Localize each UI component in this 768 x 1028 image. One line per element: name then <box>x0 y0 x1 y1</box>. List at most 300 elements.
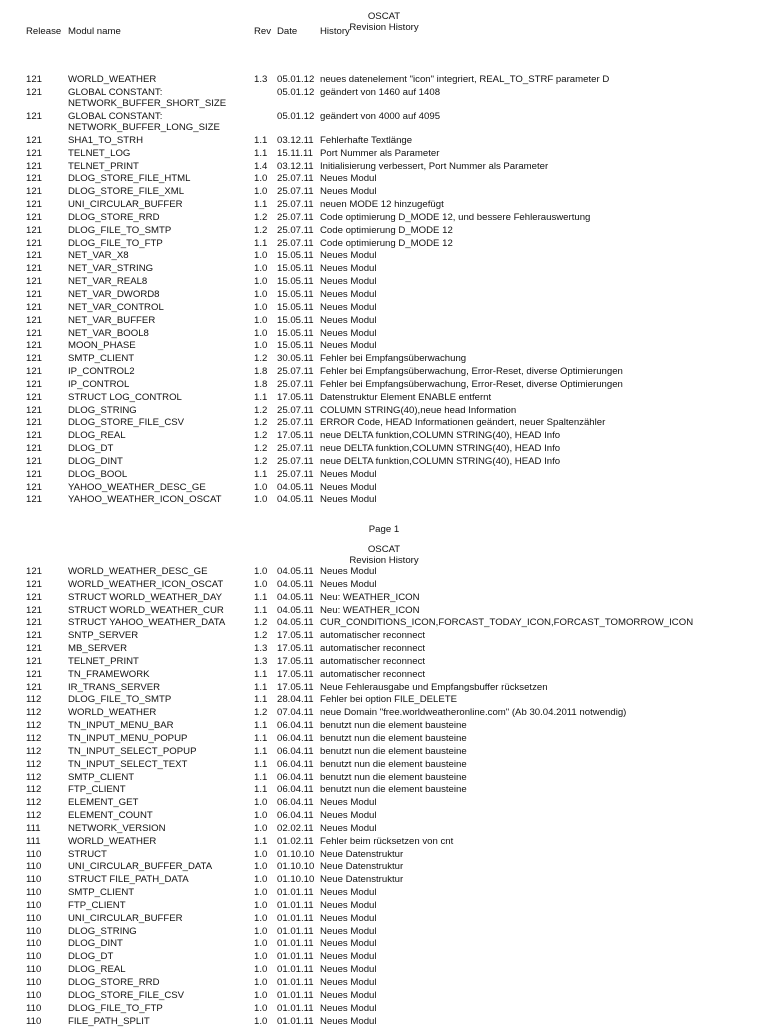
date-cell: 05.01.12 <box>277 74 315 85</box>
history-cell: neue Domain "free.worldweatheronline.com" (Ab 30.04.2011 notwendig) <box>320 707 627 719</box>
rev-cell: 1.0 <box>254 951 268 963</box>
release-cell: 110 <box>26 874 42 886</box>
rev-cell: 1.0 <box>254 340 268 352</box>
rev-cell: 1.1 <box>254 237 268 249</box>
module-cell: MOON_PHASE <box>68 340 136 352</box>
date-cell: 06.04.11 <box>277 810 314 822</box>
release-cell: 112 <box>26 797 42 809</box>
module-cell: DLOG_DT <box>68 951 114 963</box>
rev-cell: 1.0 <box>254 861 268 873</box>
release-cell: 110 <box>26 951 42 963</box>
module-cell: FTP_CLIENT <box>68 899 126 911</box>
history-cell: Neues Modul <box>320 1015 377 1027</box>
date-cell: 25.07.11 <box>277 366 314 378</box>
table-row <box>0 874 768 887</box>
module-cell: DLOG_DINT <box>68 455 123 467</box>
table-row <box>0 469 768 482</box>
rev-cell: 1.1 <box>254 694 268 706</box>
release-cell: 121 <box>26 643 43 655</box>
table-row <box>0 289 768 302</box>
table-row <box>0 1003 768 1016</box>
date-cell: 15.05.11 <box>277 263 314 275</box>
rev-cell: 1.1 <box>254 199 268 211</box>
date-cell: 01.10.10 <box>277 848 315 860</box>
release-cell: 121 <box>26 110 43 122</box>
column-header-date: Date <box>277 26 298 37</box>
date-cell: 07.04.11 <box>277 707 314 719</box>
rev-cell: 1.0 <box>254 578 268 590</box>
date-cell: 25.07.11 <box>277 404 314 416</box>
history-cell: Port Nummer als Parameter <box>320 147 440 159</box>
revision-table-page1 <box>0 74 768 507</box>
release-cell: 121 <box>26 224 43 236</box>
table-row <box>0 643 768 656</box>
module-cell: SMTP_CLIENT <box>68 353 135 365</box>
module-cell: DLOG_FILE_TO_SMTP <box>68 694 172 706</box>
history-cell: Neues Modul <box>320 797 377 809</box>
history-cell: benutzt nun die element bausteine <box>320 758 467 770</box>
history-cell: Neues Modul <box>320 566 377 577</box>
release-cell: 121 <box>26 430 43 442</box>
date-cell: 04.05.11 <box>277 578 314 590</box>
date-cell: 01.01.11 <box>277 951 314 963</box>
rev-cell: 1.2 <box>254 353 268 365</box>
release-cell: 112 <box>26 758 42 770</box>
table-row <box>0 405 768 418</box>
table-row <box>0 87 768 111</box>
module-cell: SHA1_TO_STRH <box>68 134 143 146</box>
history-cell: Datenstruktur Element ENABLE entfernt <box>320 391 492 403</box>
rev-cell: 1.1 <box>254 720 268 732</box>
date-cell: 17.05.11 <box>277 630 314 642</box>
history-cell: Fehler bei Empfangsüberwachung, Error-Reset, diverse Optimierungen <box>320 366 623 378</box>
history-cell: neuen MODE 12 hinzugefügt <box>320 199 444 211</box>
release-cell: 121 <box>26 578 43 590</box>
date-cell: 01.01.11 <box>277 912 314 924</box>
module-cell: DLOG_REAL <box>68 964 126 976</box>
date-cell: 04.05.11 <box>277 617 314 629</box>
rev-cell: 1.3 <box>254 643 268 655</box>
module-cell: GLOBAL CONSTANT: NETWORK_BUFFER_LONG_SIZE <box>68 110 220 134</box>
date-cell: 06.04.11 <box>277 745 314 757</box>
table-row <box>0 694 768 707</box>
table-row <box>0 379 768 392</box>
module-cell: WORLD_WEATHER <box>68 835 157 847</box>
history-cell: Neues Modul <box>320 989 377 1001</box>
module-cell: SNTP_SERVER <box>68 630 139 642</box>
date-cell: 05.01.12 <box>277 86 315 98</box>
module-cell: WORLD_WEATHER_DESC_GE <box>68 566 208 577</box>
release-cell: 121 <box>26 468 43 480</box>
table-row <box>0 951 768 964</box>
release-cell: 121 <box>26 173 43 185</box>
release-cell: 121 <box>26 417 43 429</box>
table-row <box>0 977 768 990</box>
table-row <box>0 74 768 87</box>
date-cell: 17.05.11 <box>277 391 314 403</box>
rev-cell: 1.0 <box>254 925 268 937</box>
history-cell: Code optimierung D_MODE 12, und bessere Fehlerauswertung <box>320 211 591 223</box>
history-cell: Neues Modul <box>320 822 377 834</box>
table-row <box>0 340 768 353</box>
table-row <box>0 836 768 849</box>
date-cell: 06.04.11 <box>277 784 314 796</box>
table-row <box>0 238 768 251</box>
history-cell: Initialisierung verbessert, Port Nummer als Parameter <box>320 160 549 172</box>
rev-cell: 1.0 <box>254 494 268 506</box>
release-cell: 121 <box>26 237 43 249</box>
date-cell: 01.01.11 <box>277 977 314 988</box>
module-cell: TN_INPUT_SELECT_TEXT <box>68 758 188 770</box>
module-cell: TN_INPUT_MENU_BAR <box>68 720 174 732</box>
date-cell: 15.05.11 <box>277 327 314 339</box>
release-cell: 110 <box>26 912 42 924</box>
module-cell: DLOG_FILE_TO_FTP <box>68 237 163 249</box>
release-cell: 110 <box>26 977 42 988</box>
history-cell: Neues Modul <box>320 186 377 198</box>
date-cell: 01.01.11 <box>277 989 314 1001</box>
module-cell: WORLD_WEATHER <box>68 707 157 719</box>
rev-cell: 1.2 <box>254 430 268 442</box>
release-cell: 110 <box>26 989 42 1001</box>
table-row <box>0 938 768 951</box>
history-cell: Neues Modul <box>320 964 377 976</box>
date-cell: 01.10.10 <box>277 861 315 873</box>
release-cell: 121 <box>26 250 43 262</box>
table-row <box>0 772 768 785</box>
column-header-rev: Rev <box>254 26 272 37</box>
table-row <box>0 784 768 797</box>
date-cell: 06.04.11 <box>277 720 314 732</box>
date-cell: 01.01.11 <box>277 964 314 976</box>
module-cell: DLOG_STORE_FILE_CSV <box>68 417 185 429</box>
module-cell: NET_VAR_DWORD8 <box>68 288 160 300</box>
history-cell: COLUMN STRING(40),neue head Information <box>320 404 517 416</box>
table-row <box>0 617 768 630</box>
date-cell: 01.01.11 <box>277 938 314 950</box>
table-row <box>0 759 768 772</box>
table-row <box>0 592 768 605</box>
date-cell: 01.01.11 <box>277 925 314 937</box>
table-row <box>0 707 768 720</box>
release-cell: 111 <box>26 822 41 834</box>
date-cell: 25.07.11 <box>277 378 314 390</box>
rev-cell: 1.0 <box>254 301 268 313</box>
rev-cell: 1.1 <box>254 668 268 680</box>
release-cell: 121 <box>26 566 43 577</box>
date-cell: 25.07.11 <box>277 443 314 455</box>
table-row <box>0 186 768 199</box>
release-cell: 110 <box>26 938 42 950</box>
release-cell: 121 <box>26 199 43 211</box>
table-row <box>0 111 768 135</box>
doc-subtitle: Revision History <box>349 22 419 33</box>
release-cell: 121 <box>26 86 43 98</box>
date-cell: 25.07.11 <box>277 468 314 480</box>
release-cell: 121 <box>26 186 43 198</box>
history-cell: Neues Modul <box>320 481 377 493</box>
history-cell: Neue Datenstruktur <box>320 848 404 860</box>
rev-cell: 1.1 <box>254 391 268 403</box>
module-cell: MB_SERVER <box>68 643 128 655</box>
rev-cell: 1.2 <box>254 417 268 429</box>
rev-cell: 1.0 <box>254 481 268 493</box>
date-cell: 01.10.10 <box>277 874 315 886</box>
rev-cell: 1.3 <box>254 655 268 667</box>
rev-cell: 1.1 <box>254 681 268 693</box>
table-row <box>0 430 768 443</box>
module-cell: GLOBAL CONSTANT: NETWORK_BUFFER_SHORT_SIZE <box>68 86 227 110</box>
history-cell: Neue Fehlerausgabe und Empfangsbuffer rücksetzen <box>320 681 548 693</box>
rev-cell: 1.0 <box>254 288 268 300</box>
release-cell: 121 <box>26 617 43 629</box>
history-cell: benutzt nun die element bausteine <box>320 771 467 783</box>
rev-cell: 1.0 <box>254 977 268 988</box>
table-row <box>0 926 768 939</box>
release-cell: 112 <box>26 810 42 822</box>
history-cell: Neues Modul <box>320 327 377 339</box>
history-cell: ERROR Code, HEAD Informationen geändert, neuer Spaltenzähler <box>320 417 606 429</box>
table-row <box>0 456 768 469</box>
table-row <box>0 148 768 161</box>
rev-cell: 1.8 <box>254 378 268 390</box>
date-cell: 03.12.11 <box>277 160 314 172</box>
release-cell: 110 <box>26 925 42 937</box>
module-cell: TN_FRAMEWORK <box>68 668 150 680</box>
history-cell: Code optimierung D_MODE 12 <box>320 224 453 236</box>
rev-cell: 1.0 <box>254 822 268 834</box>
date-cell: 05.01.12 <box>277 110 315 122</box>
module-cell: DLOG_BOOL <box>68 468 128 480</box>
history-cell: Neues Modul <box>320 951 377 963</box>
history-cell: Neues Modul <box>320 263 377 275</box>
release-cell: 121 <box>26 604 43 616</box>
table-row <box>0 482 768 495</box>
column-header-release: Release <box>26 26 62 37</box>
table-row <box>0 443 768 456</box>
module-cell: DLOG_DINT <box>68 938 123 950</box>
date-cell: 25.07.11 <box>277 224 314 236</box>
module-cell: SMTP_CLIENT <box>68 771 135 783</box>
history-cell: Neues Modul <box>320 977 377 988</box>
release-cell: 121 <box>26 134 43 146</box>
history-cell: Neue Datenstruktur <box>320 861 404 873</box>
rev-cell: 1.1 <box>254 134 268 146</box>
table-row <box>0 225 768 238</box>
table-row <box>0 212 768 225</box>
date-cell: 01.01.11 <box>277 887 314 899</box>
rev-cell: 1.0 <box>254 848 268 860</box>
rev-cell: 1.0 <box>254 250 268 262</box>
module-cell: ELEMENT_COUNT <box>68 810 153 822</box>
release-cell: 112 <box>26 745 42 757</box>
history-cell: automatischer reconnect <box>320 655 426 667</box>
history-cell: automatischer reconnect <box>320 643 426 655</box>
rev-cell: 1.1 <box>254 771 268 783</box>
module-cell: TELNET_PRINT <box>68 160 139 172</box>
date-cell: 25.07.11 <box>277 173 314 185</box>
history-cell: Fehler bei option FILE_DELETE <box>320 694 458 706</box>
revision-table-page2 <box>0 566 768 1028</box>
rev-cell: 1.1 <box>254 468 268 480</box>
rev-cell: 1.0 <box>254 989 268 1001</box>
module-cell: WORLD_WEATHER <box>68 74 157 85</box>
release-cell: 121 <box>26 378 43 390</box>
history-cell: Neues Modul <box>320 301 377 313</box>
date-cell: 17.05.11 <box>277 668 314 680</box>
release-cell: 110 <box>26 887 42 899</box>
table-row <box>0 720 768 733</box>
module-cell: TN_INPUT_SELECT_POPUP <box>68 745 197 757</box>
module-cell: DLOG_STRING <box>68 925 137 937</box>
rev-cell: 1.1 <box>254 758 268 770</box>
rev-cell: 1.2 <box>254 224 268 236</box>
rev-cell: 1.0 <box>254 276 268 288</box>
release-cell: 112 <box>26 732 42 744</box>
release-cell: 111 <box>26 835 41 847</box>
release-cell: 121 <box>26 366 43 378</box>
date-cell: 04.05.11 <box>277 604 314 616</box>
table-row <box>0 579 768 592</box>
module-cell: DLOG_STRING <box>68 404 137 416</box>
table-row <box>0 682 768 695</box>
release-cell: 121 <box>26 481 43 493</box>
module-cell: NET_VAR_REAL8 <box>68 276 148 288</box>
module-cell: SMTP_CLIENT <box>68 887 135 899</box>
date-cell: 15.05.11 <box>277 276 314 288</box>
module-cell: TELNET_PRINT <box>68 655 139 667</box>
table-row <box>0 173 768 186</box>
history-cell: benutzt nun die element bausteine <box>320 720 467 732</box>
module-cell: NET_VAR_X8 <box>68 250 129 262</box>
release-cell: 121 <box>26 404 43 416</box>
module-cell: ELEMENT_GET <box>68 797 139 809</box>
release-cell: 121 <box>26 160 43 172</box>
rev-cell: 1.0 <box>254 887 268 899</box>
date-cell: 25.07.11 <box>277 455 314 467</box>
date-cell: 25.07.11 <box>277 211 314 223</box>
history-cell: geändert von 4000 auf 4095 <box>320 110 441 122</box>
date-cell: 04.05.11 <box>277 566 314 577</box>
release-cell: 112 <box>26 707 42 719</box>
history-cell: Neues Modul <box>320 173 377 185</box>
history-cell: automatischer reconnect <box>320 630 426 642</box>
history-cell: Code optimierung D_MODE 12 <box>320 237 453 249</box>
rev-cell: 1.1 <box>254 745 268 757</box>
table-row <box>0 250 768 263</box>
module-cell: NETWORK_VERSION <box>68 822 166 834</box>
module-cell: UNI_CIRCULAR_BUFFER <box>68 912 183 924</box>
rev-cell: 1.2 <box>254 443 268 455</box>
history-cell: automatischer reconnect <box>320 668 426 680</box>
table-row <box>0 135 768 148</box>
date-cell: 25.07.11 <box>277 417 314 429</box>
module-cell: DLOG_STORE_FILE_XML <box>68 186 185 198</box>
history-cell: Neues Modul <box>320 1002 377 1014</box>
date-cell: 25.07.11 <box>277 199 314 211</box>
table-row <box>0 276 768 289</box>
rev-cell: 1.0 <box>254 566 268 577</box>
history-cell: benutzt nun die element bausteine <box>320 732 467 744</box>
rev-cell: 1.4 <box>254 160 268 172</box>
rev-cell: 1.1 <box>254 784 268 796</box>
page-number: Page 1 <box>368 524 400 535</box>
release-cell: 121 <box>26 288 43 300</box>
rev-cell: 1.0 <box>254 874 268 886</box>
module-cell: TN_INPUT_MENU_POPUP <box>68 732 188 744</box>
history-cell: Neues Modul <box>320 314 377 326</box>
date-cell: 06.04.11 <box>277 732 314 744</box>
module-cell: YAHOO_WEATHER_ICON_OSCAT <box>68 494 222 506</box>
rev-cell: 1.0 <box>254 964 268 976</box>
date-cell: 04.05.11 <box>277 481 314 493</box>
date-cell: 15.05.11 <box>277 340 314 352</box>
date-cell: 02.02.11 <box>277 822 314 834</box>
rev-cell: 1.0 <box>254 912 268 924</box>
rev-cell: 1.8 <box>254 366 268 378</box>
release-cell: 121 <box>26 630 43 642</box>
module-cell: STRUCT WORLD_WEATHER_DAY <box>68 591 223 603</box>
history-cell: Neues Modul <box>320 276 377 288</box>
date-cell: 17.05.11 <box>277 430 314 442</box>
date-cell: 30.05.11 <box>277 353 314 365</box>
date-cell: 01.01.11 <box>277 899 314 911</box>
release-cell: 121 <box>26 301 43 313</box>
history-cell: Neues Modul <box>320 494 377 506</box>
date-cell: 04.05.11 <box>277 591 314 603</box>
release-cell: 110 <box>26 899 42 911</box>
release-cell: 121 <box>26 314 43 326</box>
module-cell: NET_VAR_STRING <box>68 263 154 275</box>
module-cell: WORLD_WEATHER_ICON_OSCAT <box>68 578 224 590</box>
release-cell: 110 <box>26 861 42 873</box>
table-row <box>0 630 768 643</box>
history-cell: benutzt nun die element bausteine <box>320 745 467 757</box>
table-row <box>0 566 768 579</box>
history-cell: Neues Modul <box>320 578 377 590</box>
rev-cell: 1.0 <box>254 314 268 326</box>
history-cell: neues datenelement "icon" integriert, REAL_TO_STRF parameter D <box>320 74 610 85</box>
release-cell: 112 <box>26 720 42 732</box>
release-cell: 121 <box>26 276 43 288</box>
rev-cell: 1.0 <box>254 810 268 822</box>
module-cell: UNI_CIRCULAR_BUFFER_DATA <box>68 861 213 873</box>
table-row <box>0 161 768 174</box>
date-cell: 01.02.11 <box>277 835 314 847</box>
history-cell: Neues Modul <box>320 899 377 911</box>
rev-cell: 1.1 <box>254 591 268 603</box>
table-row <box>0 913 768 926</box>
release-cell: 121 <box>26 147 43 159</box>
history-cell: neue DELTA funktion,COLUMN STRING(40), HEAD Info <box>320 430 561 442</box>
date-cell: 28.04.11 <box>277 694 314 706</box>
rev-cell: 1.0 <box>254 797 268 809</box>
release-cell: 121 <box>26 353 43 365</box>
module-cell: DLOG_STORE_FILE_CSV <box>68 989 185 1001</box>
release-cell: 121 <box>26 211 43 223</box>
date-cell: 25.07.11 <box>277 186 314 198</box>
history-cell: Neu: WEATHER_ICON <box>320 591 420 603</box>
table-row <box>0 302 768 315</box>
history-cell: Neues Modul <box>320 912 377 924</box>
date-cell: 15.05.11 <box>277 314 314 326</box>
table-row <box>0 810 768 823</box>
doc-title-page2: OSCAT <box>367 544 401 555</box>
history-cell: Neues Modul <box>320 340 377 352</box>
history-cell: Fehler bei Empfangsüberwachung <box>320 353 467 365</box>
module-cell: IR_TRANS_SERVER <box>68 681 161 693</box>
module-cell: STRUCT <box>68 848 107 860</box>
